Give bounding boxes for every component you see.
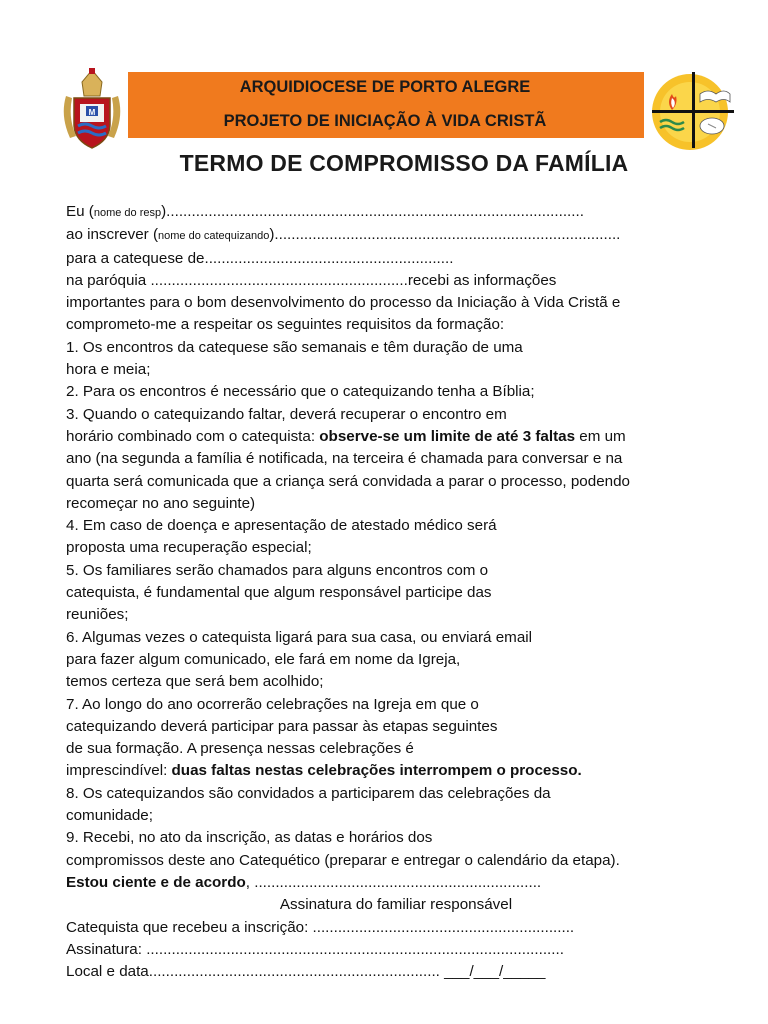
catechesis-stage-line[interactable]: para a catequese de........................................................... — [66, 249, 454, 267]
catechumen-name-line[interactable]: ao inscrever (nome do catequizando).................................................................................. — [66, 226, 621, 244]
requirement-7: 7. Ao longo do ano ocorrerão celebrações na Igreja em que o — [66, 695, 479, 713]
catechist-line[interactable]: Catequista que recebeu a inscrição: .............................................................. — [66, 918, 575, 936]
intro-text: importantes para o bom desenvolvimento do processo da Iniciação à Vida Cristã e — [66, 294, 621, 312]
requirement-9: compromissos deste ano Catequético (preparar e entregar o calendário da etapa). — [66, 851, 620, 869]
requirement-7: de sua formação. A presença nessas celebrações é — [66, 740, 414, 758]
requirement-5: 5. Os familiares serão chamados para alguns encontros com o — [66, 561, 489, 579]
requirement-5: reuniões; — [66, 606, 129, 624]
requirement-4: proposta uma recuperação especial; — [66, 539, 312, 557]
svg-text:M: M — [88, 108, 96, 117]
requirement-6: 6. Algumas vezes o catequista ligará para sua casa, ou enviará email — [66, 628, 533, 646]
requirement-7: imprescindível: duas faltas nestas celebrações interrompem o processo. — [66, 762, 582, 780]
requirement-3: recomeçar no ano seguinte) — [66, 494, 256, 512]
requirement-5: catequista, é fundamental que algum responsável participe das — [66, 584, 492, 602]
intro-text: comprometo-me a respeitar os seguintes requisitos da formação: — [66, 316, 505, 334]
requirement-6: temos certeza que será bem acolhido; — [66, 673, 324, 691]
requirement-3: 3. Quando o catequizando faltar, deverá recuperar o encontro em — [66, 405, 507, 423]
requirement-1: 1. Os encontros da catequese são semanais e têm duração de uma — [66, 338, 523, 356]
requirement-3: quarta será comunicada que a criança será convidada a parar o processo, podendo — [66, 472, 630, 490]
project-name: PROJETO DE INICIAÇÃO À VIDA CRISTÃ — [223, 112, 547, 130]
requirement-9: 9. Recebi, no ato da inscrição, as datas e horários dos — [66, 829, 433, 847]
requirement-3: ano (na segunda a família é notificada, na terceira é chamada para conversar e na — [66, 450, 623, 468]
signature-line[interactable]: Assinatura: ................................................................................................... — [66, 940, 564, 958]
acknowledgement-signature-line[interactable]: Estou ciente e de acordo, .................................................................... — [66, 873, 542, 891]
requirement-8: 8. Os catequizandos são convidados a participarem das celebrações da — [66, 784, 551, 802]
responsible-name-line[interactable]: Eu (nome do resp)................................................................................................... — [66, 203, 584, 220]
signature-label: Assinatura do familiar responsável — [279, 896, 513, 914]
requirement-2: 2. Para os encontros é necessário que o catequizando tenha a Bíblia; — [66, 383, 535, 401]
requirement-6: para fazer algum comunicado, ele fará em nome da Igreja, — [66, 650, 461, 668]
christian-initiation-logo-icon — [646, 64, 738, 156]
document-title: TERMO DE COMPROMISSO DA FAMÍLIA — [179, 150, 629, 176]
requirement-1: hora e meia; — [66, 361, 151, 379]
organization-name: ARQUIDIOCESE DE PORTO ALEGRE — [239, 78, 531, 96]
requirement-7: catequizando deverá participar para passar às etapas seguintes — [66, 717, 498, 735]
requirement-4: 4. Em caso de doença e apresentação de atestado médico será — [66, 517, 497, 535]
parish-line[interactable]: na paróquia .............................................................recebi as informações — [66, 271, 557, 289]
requirement-3: horário combinado com o catequista: observe-se um limite de até 3 faltas em um — [66, 427, 626, 445]
requirement-8: comunidade; — [66, 807, 153, 825]
place-date-line[interactable]: Local e data..................................................................... ___/___/_____ — [66, 963, 546, 981]
archdiocese-coat-of-arms-icon — [56, 66, 128, 152]
form-body — [66, 201, 726, 983]
